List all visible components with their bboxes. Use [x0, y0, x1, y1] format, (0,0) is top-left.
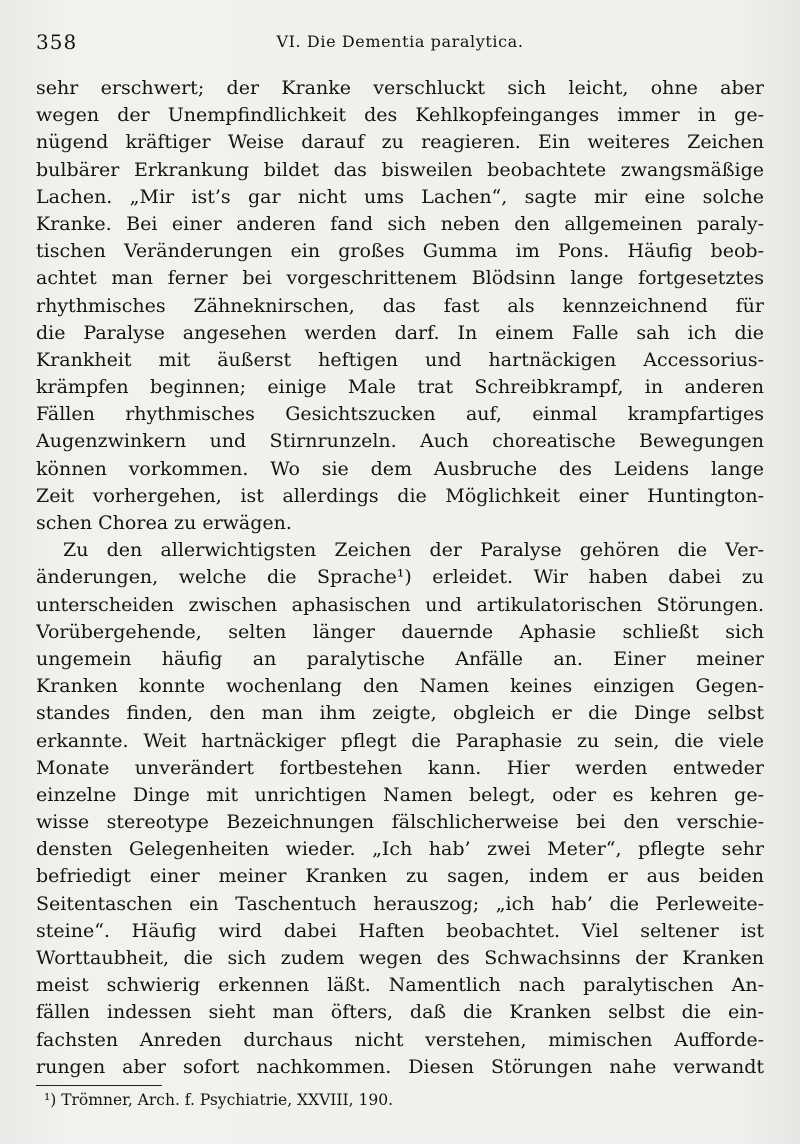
text-line: wisse stereotype Bezeichnungen fälschlicherweise bei den verschie- — [36, 811, 764, 834]
text-line: einzelne Dinge mit unrichtigen Namen belegt, oder es kehren ge- — [36, 783, 764, 806]
text-line: fachsten Anreden durchaus nicht verstehen, mimischen Aufforde- — [36, 1028, 764, 1051]
text-line: Fällen rhythmisches Gesichtszucken auf, einmal krampfartiges — [36, 403, 764, 426]
page-number: 358 — [36, 30, 78, 54]
text-line: achtet man ferner bei vorgeschrittenem Blödsinn lange fortgesetztes — [36, 267, 764, 290]
text-line: rhythmisches Zähneknirschen, das fast als kennzeichnend für — [36, 294, 764, 317]
text-line: steine“. Häufig wird dabei Haften beobachtet. Viel seltener ist — [36, 919, 764, 942]
text-line: fällen indessen sieht man öfters, daß die Kranken selbst die ein- — [36, 1001, 764, 1024]
text-line: ungemein häufig an paralytische Anfälle an. Einer meiner — [36, 647, 764, 670]
text-line: änderungen, welche die Sprache¹) erleidet. Wir haben dabei zu — [36, 566, 764, 589]
text-line: können vorkommen. Wo sie dem Ausbruche des Leidens lange — [36, 457, 764, 480]
text-line: sehr erschwert; der Kranke verschluckt sich leicht, ohne aber — [36, 77, 764, 99]
text-line: nügend kräftiger Weise darauf zu reagieren. Ein weiteres Zeichen — [36, 131, 764, 154]
text-line: Krankheit mit äußerst heftigen und hartnäckigen Accessorius- — [36, 348, 764, 371]
paragraph-end-line: schen Chorea zu erwägen. — [36, 512, 292, 534]
text-line: bulbärer Erkrankung bildet das bisweilen beobachtete zwangsmäßige — [36, 158, 764, 181]
footnote: ¹) Trömner, Arch. f. Psychiatrie, XXVIII, 190. — [44, 1091, 394, 1109]
footnote-divider — [36, 1085, 162, 1086]
text-line: die Paralyse angesehen werden darf. In einem Falle sah ich die — [36, 321, 764, 344]
text-line: Worttaubheit, die sich zudem wegen des Schwachsinns der Kranken — [36, 947, 764, 969]
text-line: Lachen. „Mir ist’s gar nicht ums Lachen“, sagte mir eine solche — [36, 185, 764, 208]
text-line: Augenzwinkern und Stirnrunzeln. Auch choreatische Bewegungen — [36, 430, 764, 453]
text-line: Monate unverändert fortbestehen kann. Hier werden entweder — [36, 756, 764, 779]
text-line: Kranke. Bei einer anderen fand sich neben den allgemeinen paraly- — [36, 212, 764, 235]
text-line: erkannte. Weit hartnäckiger pflegt die Paraphasie zu sein, die viele — [36, 729, 764, 752]
running-head: VI. Die Dementia paralytica. — [276, 32, 524, 51]
text-line: meist schwierig erkennen läßt. Namentlich nach paralytischen An- — [36, 974, 764, 997]
text-line: unterscheiden zwischen aphasischen und artikulatorischen Störungen. — [36, 593, 764, 616]
text-line: densten Gelegenheiten wieder. „Ich hab’ zwei Meter“, pflegte sehr — [36, 838, 764, 861]
text-line: Vorübergehende, selten länger dauernde Aphasie schließt sich — [36, 620, 764, 643]
text-line: Kranken konnte wochenlang den Namen keines einzigen Gegen- — [36, 675, 764, 698]
text-line: standes finden, den man ihm zeigte, obgleich er die Dinge selbst — [36, 702, 764, 725]
paragraph-start-line: Zu den allerwichtigsten Zeichen der Paralyse gehören die Ver- — [63, 539, 764, 562]
body-text — [36, 75, 764, 1081]
text-line: befriedigt einer meiner Kranken zu sagen, indem er aus beiden — [36, 865, 764, 888]
text-line: rungen aber sofort nachkommen. Diesen Störungen nahe verwandt — [36, 1055, 764, 1078]
text-line: Zeit vorhergehen, ist allerdings die Möglichkeit einer Huntington- — [36, 484, 764, 507]
text-line: tischen Veränderungen ein großes Gumma im Pons. Häufig beob- — [36, 240, 764, 263]
text-line: krämpfen beginnen; einige Male trat Schreibkrampf, in anderen — [36, 376, 764, 399]
text-line: Seitentaschen ein Taschentuch herauszog; „ich hab’ die Perleweite- — [36, 892, 764, 915]
text-line: wegen der Unempfindlichkeit des Kehlkopfeinganges immer in ge- — [36, 104, 764, 127]
